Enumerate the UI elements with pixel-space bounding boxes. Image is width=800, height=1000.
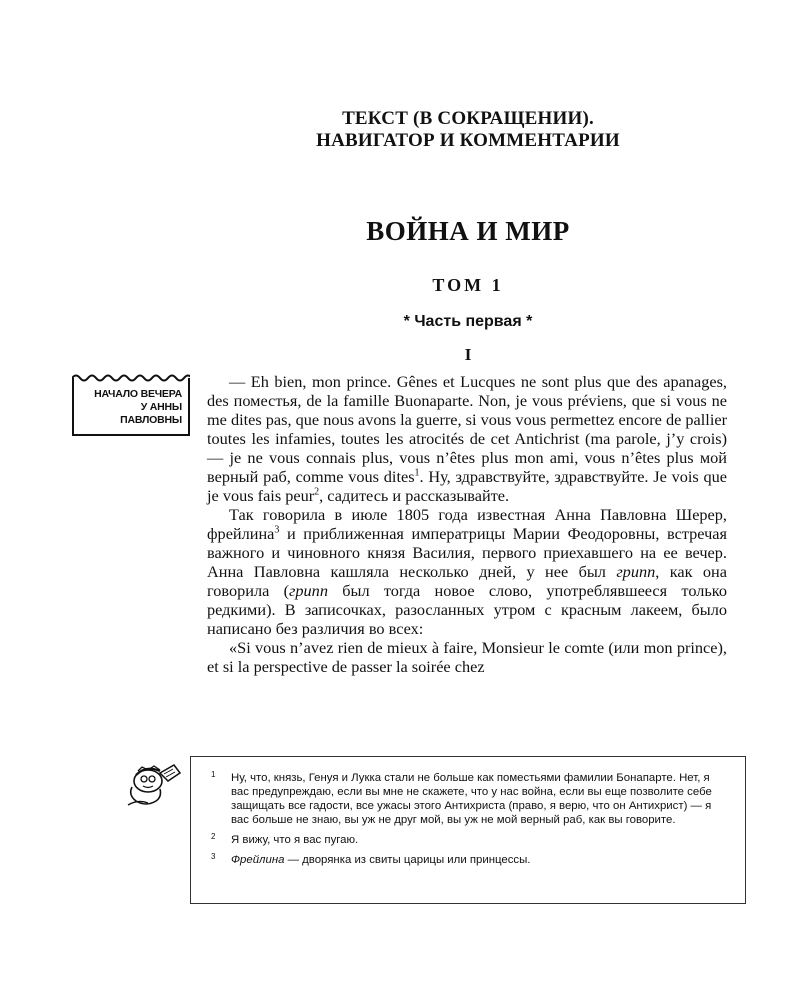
part-title: * Часть первая * xyxy=(403,313,533,330)
paragraph-1-text-b: . Ну, здравствуйте, здравствуйте. Je vois que je vous fais peur xyxy=(207,467,727,505)
margin-note-line3: ПАВЛОВНЫ xyxy=(120,414,182,426)
footnote-number-3: 3 xyxy=(211,852,216,861)
margin-note xyxy=(72,378,190,436)
book-title: ВОЙНА И МИР xyxy=(366,216,570,246)
section-heading-line2: НАВИГАТОР И КОММЕНТАРИИ xyxy=(316,130,620,151)
footnote-text-1: Ну, что, князь, Генуя и Лукка стали не больше как поместьями фамилии Бонапарте. Нет, я вас предупреждаю, если вы мне не скажете, что у нас война, если вы еще позволите себе защищать все гадости, все ужасы этого Антихриста (право, я верю, что он Антихрист) — я вас больше не знаю, вы уж не друг мой, вы уж не мой верный раб, как вы говорите. xyxy=(231,772,712,826)
italic-word-grip: грипп xyxy=(616,562,656,581)
section-heading xyxy=(200,108,736,152)
paragraph-2 xyxy=(207,505,727,638)
footnote-1 xyxy=(211,771,727,827)
paragraph-1-text-c: , садитесь и рассказывайте. xyxy=(319,486,510,505)
paragraph-1 xyxy=(207,372,727,505)
wavy-border-icon xyxy=(72,372,190,382)
paragraph-3: «Si vous n’avez rien de mieux à faire, Monsieur le comte (или mon prince), et si la perspective de passer la soirée chez xyxy=(207,638,727,676)
paragraph-2-text-a: Так говорила в июле 1805 года известная Анна Павловна Шерер, фрейлина xyxy=(207,505,727,543)
footnote-term-3: Фрейлина xyxy=(231,854,285,866)
reading-character-icon xyxy=(124,757,184,809)
footnotes-box xyxy=(190,756,746,904)
paragraph-2-text-d: был тогда новое слово, употреблявшееся только редкими). В записочках, разосланных утром с красным лакеем, было написано без различия во всех: xyxy=(207,581,728,638)
paragraph-2-text-c: , как она говорила ( xyxy=(207,562,727,600)
main-text xyxy=(207,372,727,676)
footnote-2 xyxy=(211,833,727,847)
paragraph-2-text-b: и приближенная императрицы Марии Феодоровны, встречая важного и чиновного князя Василия, первого приехавшего на ее вечер. Анна Павловна кашляла несколько дней, у нее был xyxy=(207,524,727,581)
paragraph-1-text-a: — Eh bien, mon prince. Gênes et Lucques ne sont plus que des apanages, des поместья, de la famille Buonaparte. Non, je vous préviens, que si vous ne me dites pas, que nous avons la guerre, si vous vous permettez encore de pallier toutes les infamies, toutes les atrocités de cet Antichrist (ma parole, j’y crois) — je ne vous connais plus, vous n’êtes plus mon ami, vous n’êtes plus мой верный раб, comme vous dites xyxy=(207,372,727,486)
footnote-number-2: 2 xyxy=(211,832,216,841)
section-heading-line1: ТЕКСТ (В СОКРАЩЕНИИ). xyxy=(342,108,594,129)
margin-note-line2: У АННЫ xyxy=(140,401,182,413)
italic-word-grip-2: грипп xyxy=(289,581,328,600)
chapter-number: I xyxy=(464,345,472,364)
footnote-ref-3: 3 xyxy=(274,524,280,536)
footnote-ref-1: 1 xyxy=(414,467,420,479)
footnote-ref-2: 2 xyxy=(314,486,320,498)
margin-note-line1: НАЧАЛО ВЕЧЕРА xyxy=(94,388,182,400)
volume-title: ТОМ 1 xyxy=(432,275,504,295)
footnote-text-2: Я вижу, что я вас пугаю. xyxy=(231,834,359,846)
footnote-3 xyxy=(211,853,727,867)
footnote-number-1: 1 xyxy=(211,770,216,779)
footnote-text-3: — дворянка из свиты царицы или принцессы. xyxy=(284,854,531,866)
